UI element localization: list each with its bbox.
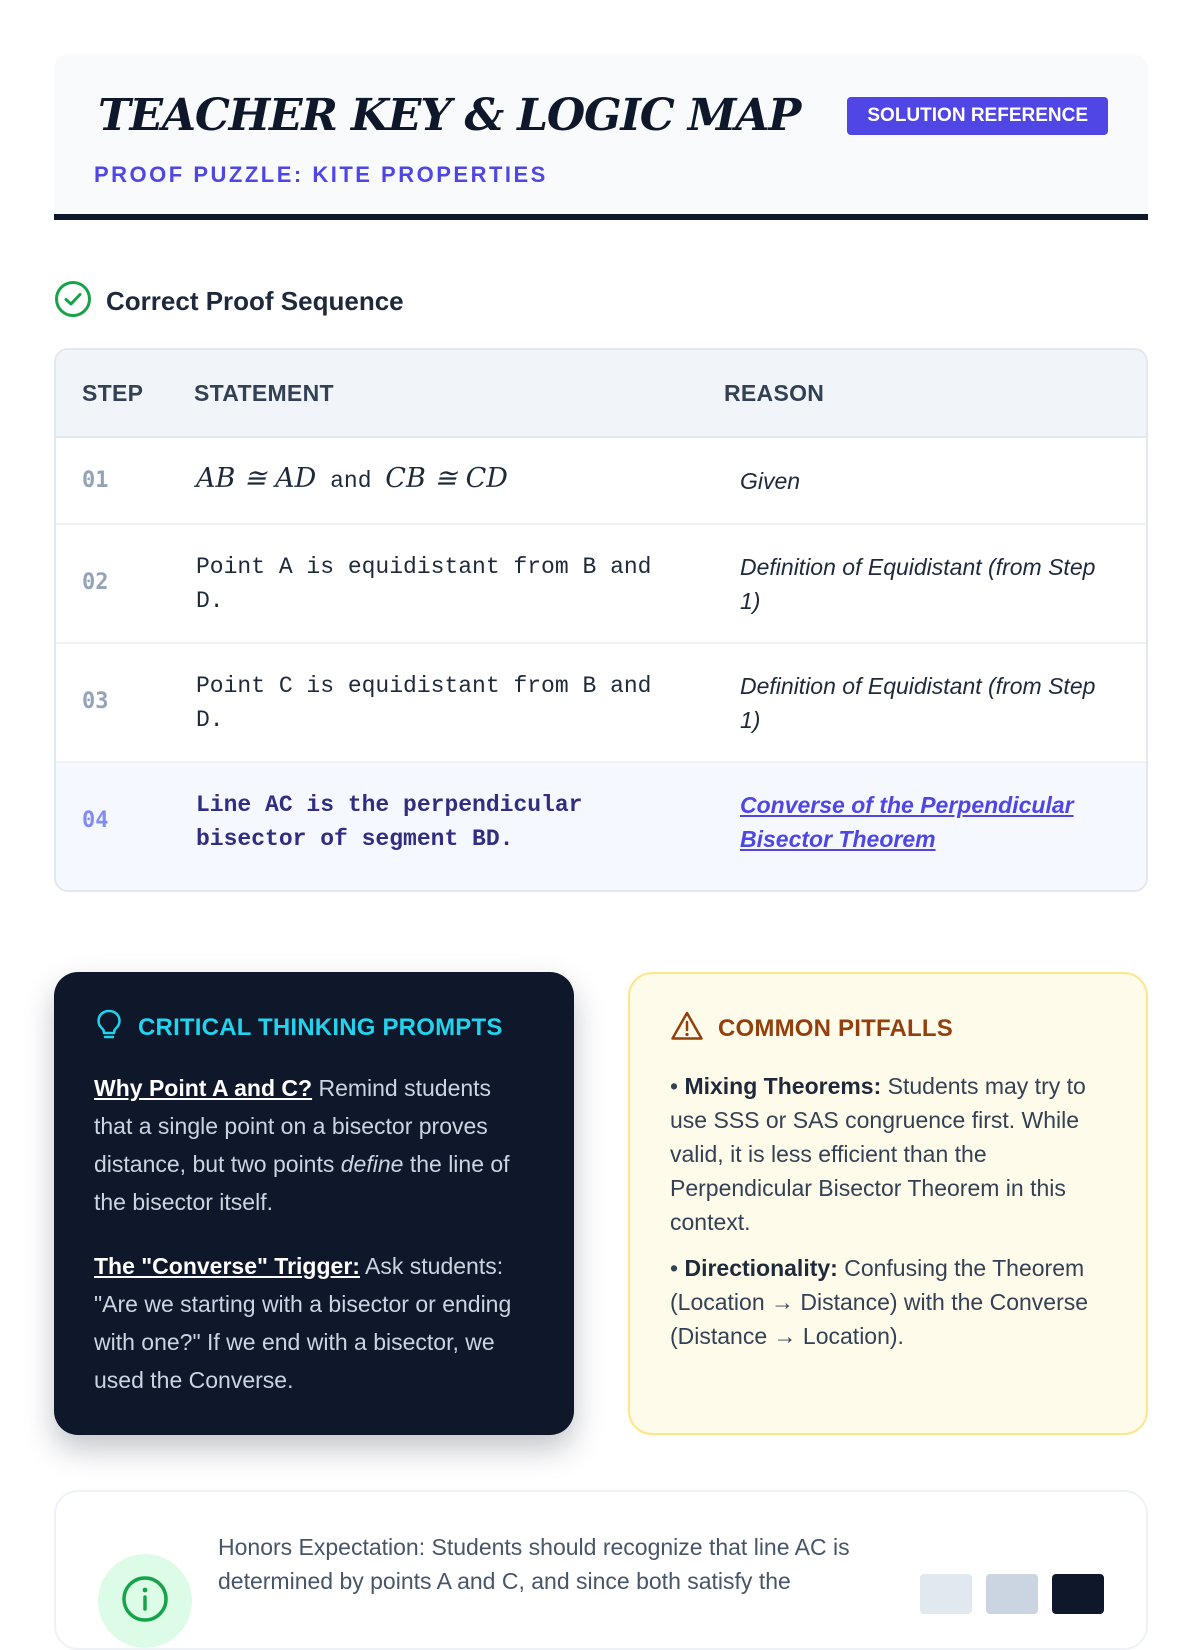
pitfall-text: Confusing the Theorem (Location → Distance) with the Converse (Distance → Location). [670, 1255, 1089, 1349]
step-statement: Line AC is the perpendicular bisector of segment BD. [196, 792, 583, 852]
step-statement: Point A is equidistant from B and D. [196, 554, 652, 614]
pitfall-item: • Mixing Theorems: Students may try to use SSS or SAS congruence first. While valid, it is less efficient than the Perpendicular Bisector Theorem in this context. [670, 1073, 1086, 1235]
column-header-step: STEP [82, 380, 144, 406]
warning-triangle-icon [670, 1010, 704, 1047]
step-number: 04 [82, 808, 109, 833]
step-reason: Definition of Equidistant (from Step 1) [740, 673, 1096, 733]
step-number: 01 [82, 468, 109, 493]
card-title: CRITICAL THINKING PROMPTS [138, 1013, 503, 1041]
prompt-label: The "Converse" Trigger: [94, 1253, 360, 1279]
math-expression: AB ≅ AD [196, 463, 317, 494]
step-reason: Definition of Equidistant (from Step 1) [740, 554, 1096, 614]
prompt-emphasis: define [340, 1151, 404, 1177]
table-row [56, 644, 1146, 763]
pitfall-item: • Directionality: Confusing the Theorem (Location → Distance) with the Converse (Distance → Location). [670, 1255, 1089, 1349]
critical-thinking-card [54, 972, 574, 1435]
proof-table [54, 348, 1148, 892]
math-expression: CB ≅ CD [385, 463, 508, 494]
step-statement [196, 462, 676, 498]
swatch-light [920, 1574, 972, 1614]
prompt-text: Remind students that a single point on a bisector proves distance, but two points [94, 1075, 492, 1177]
prompt-item [94, 1069, 534, 1221]
honors-expectation-card [54, 1490, 1148, 1650]
table-row [56, 525, 1146, 644]
page-title: TEACHER KEY & LOGIC MAP [98, 90, 801, 141]
swatch-medium [986, 1574, 1038, 1614]
page-subtitle: PROOF PUZZLE: KITE PROPERTIES [94, 162, 548, 187]
solution-reference-badge: SOLUTION REFERENCE [847, 97, 1108, 135]
card-header [670, 1010, 1104, 1047]
step-number: 02 [82, 570, 109, 595]
pitfall-text: Students may try to use SSS or SAS congruence first. While valid, it is less efficient than the Perpendicular Bisector Theorem in this context. [670, 1073, 1086, 1235]
step-statement: Point C is equidistant from B and D. [196, 673, 652, 733]
swatch-dark [1052, 1574, 1104, 1614]
table-row-conclusion [56, 763, 1146, 891]
section-title: Correct Proof Sequence [106, 286, 404, 316]
prompt-text: Ask students: "Are we starting with a bisector or ending with one?" If we end with a bisector, we used the Converse. [94, 1253, 512, 1393]
prompt-label: Why Point A and C? [94, 1075, 313, 1101]
pitfall-label: Directionality: [684, 1255, 838, 1281]
prompt-item [94, 1247, 534, 1399]
step-number: 03 [82, 689, 109, 714]
pitfall-label: Mixing Theorems: [684, 1073, 882, 1099]
theorem-link[interactable]: Converse of the Perpendicular Bisector Theorem [740, 792, 1074, 852]
honors-expectation-text: Honors Expectation: Students should recognize that line AC is determined by points A and C, and since both satisfy the [218, 1534, 850, 1594]
common-pitfalls-card [628, 972, 1148, 1435]
card-title: COMMON PITFALLS [718, 1014, 953, 1042]
table-row [56, 438, 1146, 525]
prompt-text: the line of the bisector itself. [94, 1151, 510, 1215]
check-circle-icon [54, 280, 92, 323]
table-header [56, 350, 1146, 438]
card-header [94, 1008, 534, 1047]
info-icon [119, 1573, 171, 1630]
column-header-reason: REASON [724, 380, 825, 406]
proof-section-heading [54, 280, 404, 323]
step-reason: Given [740, 468, 801, 494]
statement-connector: and [316, 468, 386, 494]
column-header-statement: STATEMENT [194, 380, 334, 406]
lightbulb-icon [94, 1008, 124, 1047]
header-card [54, 54, 1148, 220]
info-badge [98, 1554, 192, 1648]
